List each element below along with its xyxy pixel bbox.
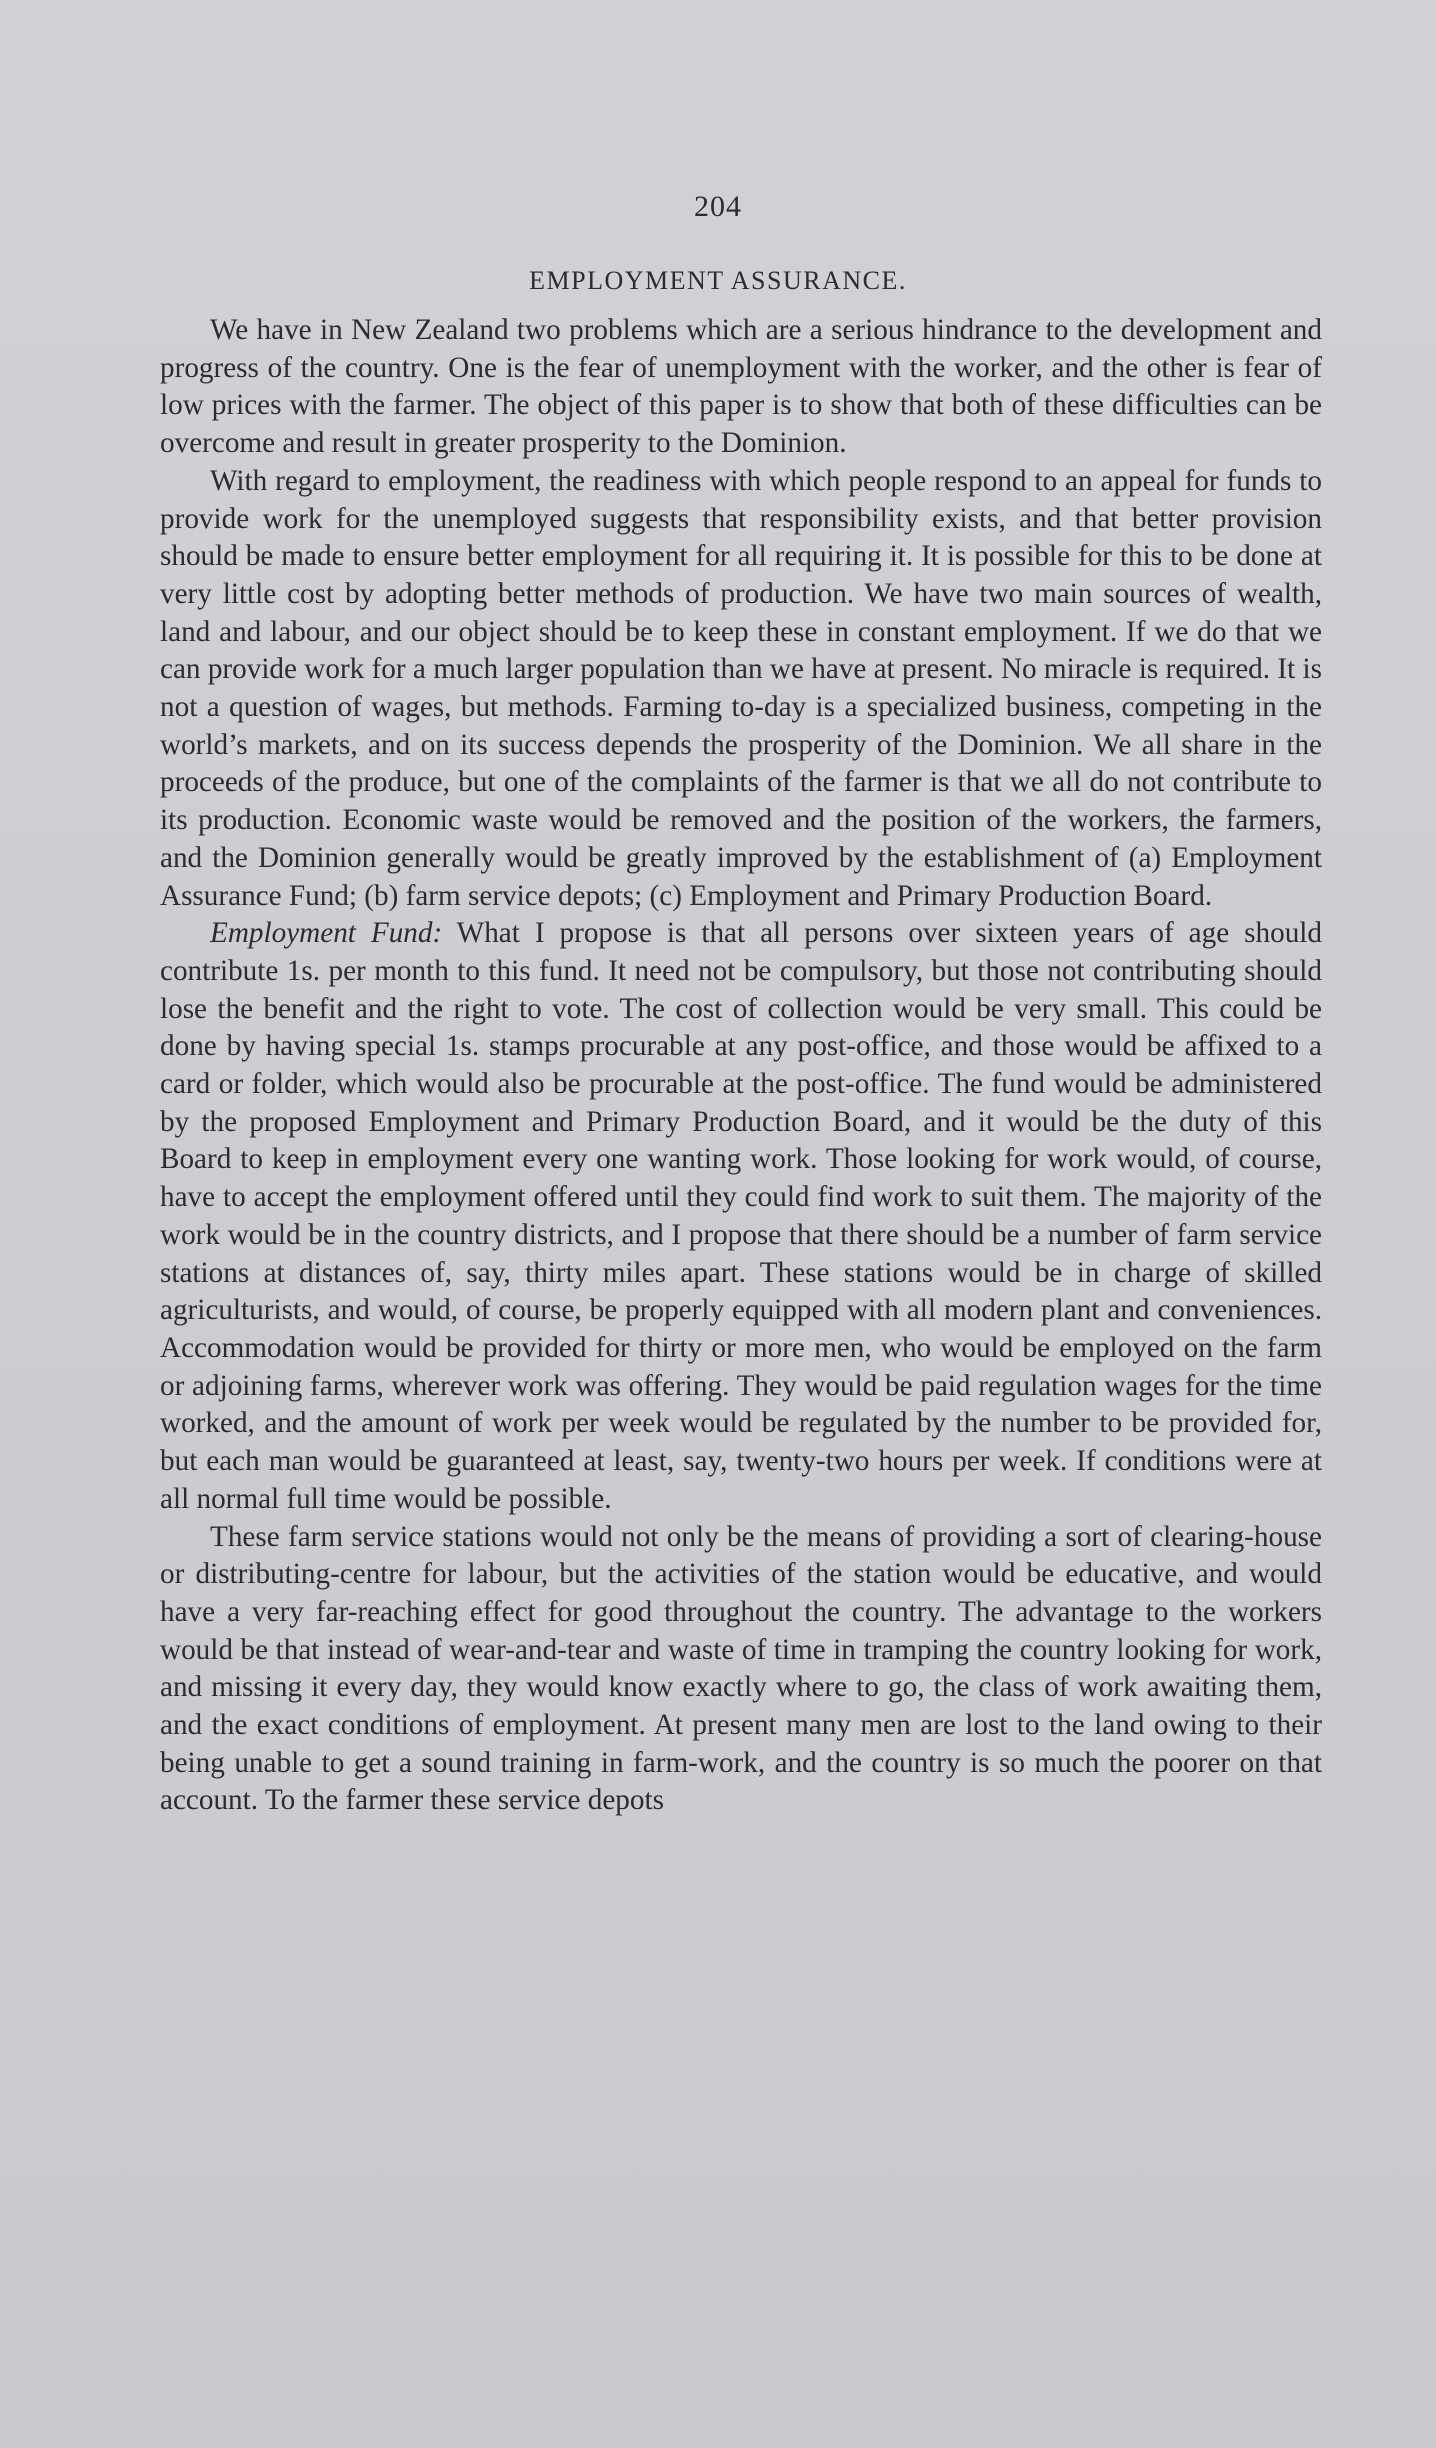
paragraph-2: With regard to employment, the readiness with which people respond to an appeal for funds to provide work for the unemployed suggests that responsibility exists, and that better provision should be made to ensure better employment for all requiring it. It is possible for this to be done at very little cost by adopting better methods of production. We have two main sources of wealth, land and labour, and our object should be to keep these in constant employment. If we do that we can provide work for a much larger population than we have at present. No miracle is required. It is not a question of wages, but methods. Farming to-day is a specialized business, competing in the world’s markets, and on its success depends the prosperity of the Dominion. We all share in the proceeds of the produce, but one of the complaints of the farmer is that we all do not contribute to its production. Economic waste would be removed and the position of the workers, the farmers, and the Dominion generally would be greatly improved by the establishment of (a) Employment Assurance Fund; (b) farm service depots; (c) Employment and Primary Production Board.: [160, 464, 1322, 912]
paragraph-4: These farm service stations would not only be the means of providing a sort of clearing-house or distributing-centre for labour, but the activities of the station would be educative, and would have a very far-reaching effect for good throughout the country. The advantage to the workers would be that instead of wear-and-tear and waste of time in tramping the country looking for work, and missing it every day, they would know exactly where to go, the class of work awaiting them, and the exact conditions of employment. At present many men are lost to the land owing to their being unable to get a sound training in farm-work, and the country is so much the poorer on that account. To the farmer these service depots: [160, 1520, 1322, 1817]
article-body: [160, 312, 1322, 1820]
paragraph-3: [160, 915, 1322, 1518]
page-number: 204: [694, 190, 742, 223]
paragraph-3-text: What I propose is that all persons over sixteen years of age should contribute 1s. per month to this fund. It need not be compulsory, but those not contributing should lose the benefit and the right to vote. The cost of collection would be very small. This could be done by having special 1s. stamps procurable at any post-office, and those would be affixed to a card or folder, which would also be procurable at the post-office. The fund would be administered by the proposed Employment and Primary Production Board, and it would be the duty of this Board to keep in employment every one wanting work. Those looking for work would, of course, have to accept the employment offered until they could find work to suit them. The majority of the work would be in the country districts, and I propose that there should be a number of farm service stations at distances of, say, thirty miles apart. These stations would be in charge of skilled agriculturists, and would, of course, be properly equipped with all modern plant and conveniences. Accommodation would be provided for thirty or more men, who would be employed on the farm or adjoining farms, wherever work was offering. They would be paid regulation wages for the time worked, and the amount of work per week would be regulated by the number to be provided for, but each man would be guaranteed at least, say, twenty-two hours per week. If conditions were at all normal full time would be possible.: [160, 917, 1322, 1515]
paragraph-1: We have in New Zealand two problems which are a serious hindrance to the development and progress of the country. One is the fear of unemployment with the worker, and the other is fear of low prices with the farmer. The object of this paper is to show that both of these difficulties can be overcome and result in greater prosperity to the Dominion.: [160, 314, 1322, 460]
paragraph-3-lead: Employment Fund:: [210, 917, 443, 950]
page-title: EMPLOYMENT ASSURANCE.: [529, 266, 907, 295]
